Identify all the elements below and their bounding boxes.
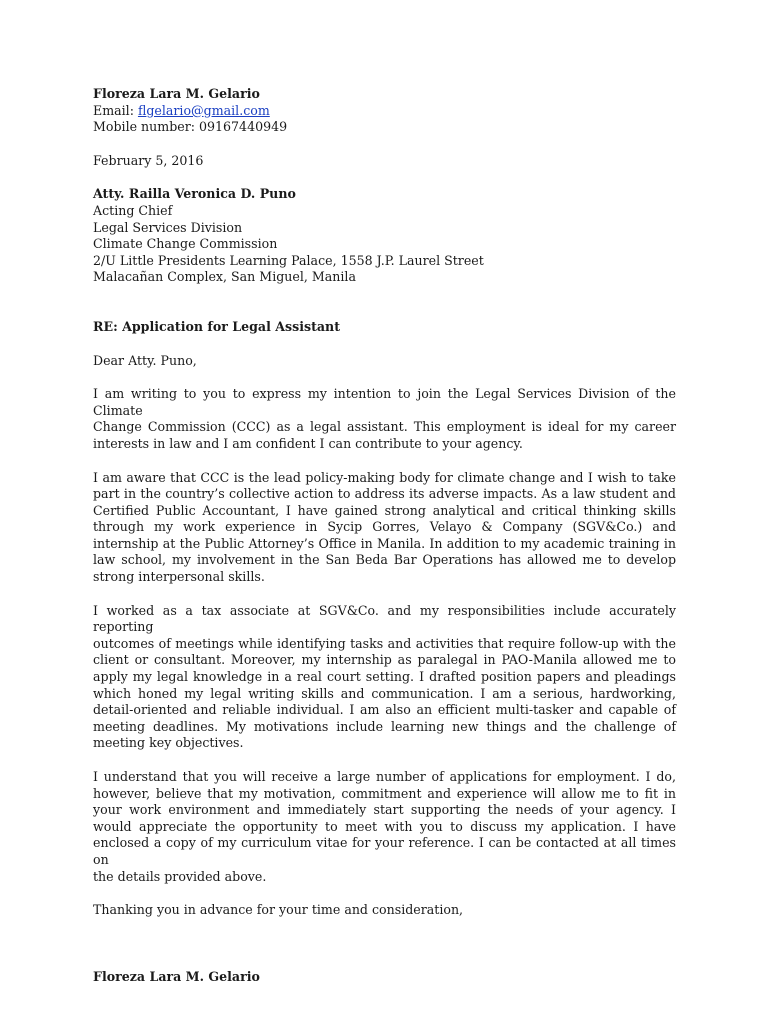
body-paragraph-4 (93, 769, 676, 885)
paragraph-line: interests in law and I am confident I can contribute to your agency. (93, 435, 523, 451)
paragraph-line: however, believe that my motivation, commitment and experience will allow me to fit in (93, 785, 676, 801)
paragraph-line: strong interpersonal skills. (93, 569, 265, 585)
paragraph-line: apply my legal knowledge in a real court setting. I drafted position papers and pleadings (93, 669, 676, 685)
paragraph-line: I am aware that CCC is the lead policy-making body for climate change and I wish to take (93, 469, 676, 485)
body-paragraph-1 (93, 386, 676, 452)
paragraph-line: part in the country’s collective action to address its adverse impacts. As a law student and (93, 486, 676, 502)
paragraph-line: I understand that you will receive a large number of applications for employment. I do, (93, 769, 676, 784)
sender-name: Floreza Lara M. Gelario (93, 86, 260, 101)
letter (93, 86, 676, 985)
paragraph-line: through my work experience in Sycip Gorres, Velayo & Company (SGV&Co.) and (93, 519, 676, 535)
body-paragraph-2 (93, 470, 676, 586)
recipient-name: Atty. Railla Veronica D. Puno (93, 186, 296, 202)
recipient-organization: Climate Change Commission (93, 236, 278, 252)
body-paragraph-3 (93, 603, 676, 752)
paragraph-line: your work environment and immediately start supporting the needs of your agency. I (93, 802, 676, 818)
paragraph-line: detail-oriented and reliable individual. I am also an efficient multi-tasker and capable of (93, 702, 676, 718)
paragraph-line: law school, my involvement in the San Beda Bar Operations has allowed me to develop (93, 552, 676, 568)
paragraph-line: outcomes of meetings while identifying tasks and activities that require follow-up with the (93, 635, 676, 651)
recipient-block (93, 186, 676, 286)
sender-email-line (93, 103, 676, 120)
paragraph-line: enclosed a copy of my curriculum vitae for your reference. I can be contacted at all times on (93, 835, 676, 867)
email-link[interactable]: flgelario@gmail.com (137, 102, 270, 118)
paragraph-line: would appreciate the opportunity to meet with you to discuss my application. I have (93, 818, 676, 834)
recipient-address-line-2: Malacañan Complex, San Miguel, Manila (93, 269, 356, 285)
paragraph-line: Certified Public Accountant, I have gained strong analytical and critical thinking skills (93, 502, 676, 518)
paragraph-line: Change Commission (CCC) as a legal assistant. This employment is ideal for my career (93, 419, 676, 435)
letter-date: February 5, 2016 (93, 152, 204, 168)
paragraph-line: internship at the Public Attorney’s Office in Manila. In addition to my academic training in (93, 535, 676, 551)
paragraph-line: I worked as a tax associate at SGV&Co. and my responsibilities include accurately reporting (93, 602, 676, 635)
email-label: Email: (93, 102, 138, 118)
paragraph-line: the details provided above. (93, 868, 267, 884)
paragraph-line: meeting deadlines. My motivations include learning new things and the challenge of (93, 718, 676, 734)
recipient-address-line-1: 2/U Little Presidents Learning Palace, 1558 J.P. Laurel Street (93, 252, 484, 268)
paragraph-line: client or consultant. Moreover, my internship as paralegal in PAO-Manila allowed me to (93, 652, 676, 668)
sender-mobile: Mobile number: 09167440949 (93, 119, 288, 135)
closing-line: Thanking you in advance for your time and consideration, (93, 902, 464, 918)
letter-subject: RE: Application for Legal Assistant (93, 318, 341, 334)
salutation: Dear Atty. Puno, (93, 352, 197, 368)
paragraph-line: I am writing to you to express my intention to join the Legal Services Division of the Climate (93, 386, 676, 418)
paragraph-line: meeting key objectives. (93, 735, 244, 751)
paragraph-line: which honed my legal writing skills and communication. I am a serious, hardworking, (93, 685, 676, 701)
signature-name: Floreza Lara M. Gelario (93, 968, 260, 984)
sender-block (93, 86, 676, 136)
recipient-division: Legal Services Division (93, 219, 243, 235)
recipient-title: Acting Chief (93, 202, 173, 218)
